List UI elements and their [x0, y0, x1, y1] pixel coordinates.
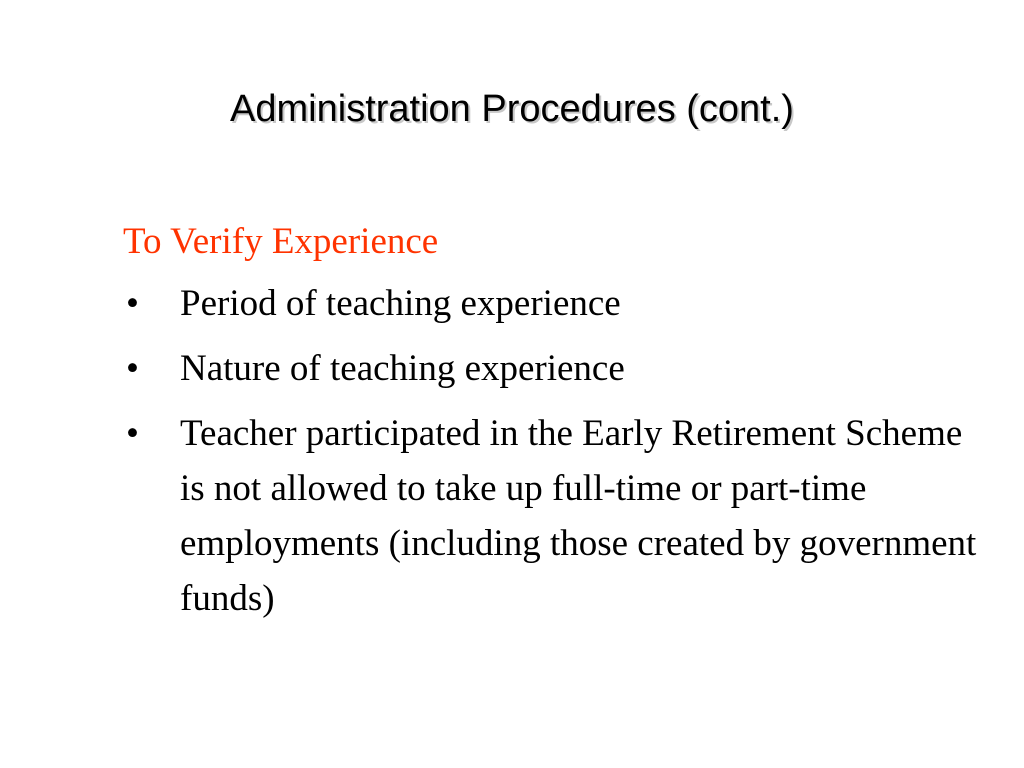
bullet-text: Nature of teaching experience [180, 348, 625, 389]
bullet-list [123, 276, 983, 626]
bullet-item [123, 341, 983, 396]
slide-title: Administration Procedures (cont.) [230, 88, 794, 130]
bullet-icon: • [126, 348, 139, 389]
bullet-text: Period of teaching experience [180, 283, 621, 324]
slide-body [123, 214, 983, 636]
section-subheading: To Verify Experience [123, 221, 439, 262]
bullet-icon: • [126, 413, 139, 454]
bullet-text: Teacher participated in the Early Retirement Scheme is not allowed to take up full-time or part-time employments (including those created by government funds) [180, 413, 977, 619]
bullet-item [123, 406, 983, 626]
bullet-icon: • [126, 283, 139, 324]
bullet-item [123, 276, 983, 331]
